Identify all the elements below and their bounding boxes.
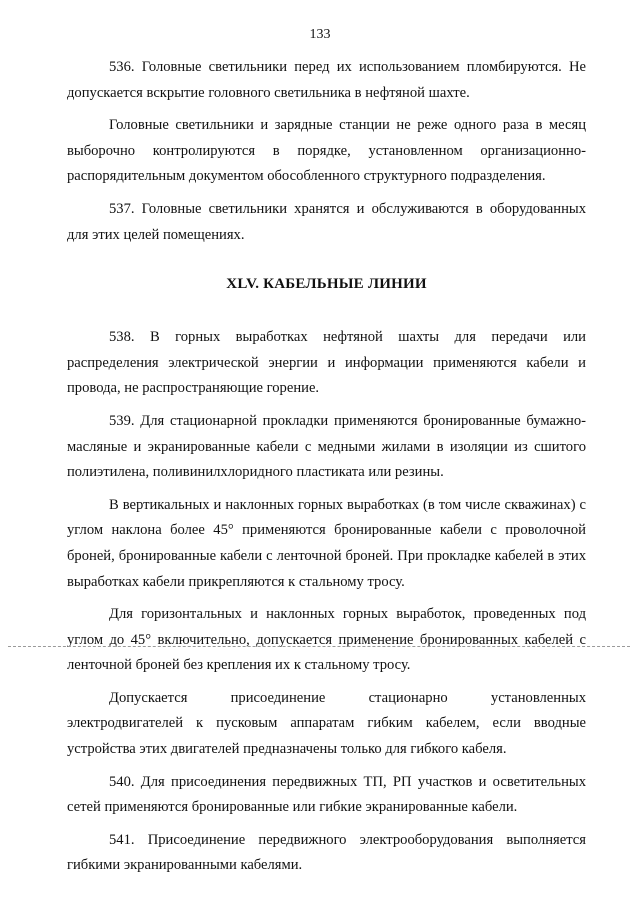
paragraph-541: 541. Присоединение передвижного электрооборудования выполняется гибкими экранированными кабелями. — [67, 831, 586, 874]
paragraph-vertical-workings: В вертикальных и наклонных горных выработках (в том числе скважинах) с углом наклона более 45° применяются бронированные кабели с проволочной броней, бронированные кабели с ленточной броней. При прокладке кабелей в этих выработках кабели прикрепляются к стальному тросу. — [67, 496, 586, 590]
paragraph-horizontal-workings: Для горизонтальных и наклонных горных выработок, проведенных под углом до 45° включительно, допускается применение бронированных кабелей с ленточной броней без крепления их к стальному тросу. — [67, 606, 586, 674]
section-heading: XLV. КАБЕЛЬНЫЕ ЛИНИИ — [226, 276, 427, 293]
paragraph-540: 540. Для присоединения передвижных ТП, РП участков и осветительных сетей применяются бронированные или гибкие экранированные кабели. — [67, 773, 586, 816]
paragraph-536: 536. Головные светильники перед их использованием пломбируются. Не допускается вскрытие головного светильника в нефтяной шахте. — [67, 59, 586, 101]
paragraph-motor-connection: Допускается присоединение стационарно установленных электродвигателей к пусковым аппаратам гибким кабелем, если вводные устройства этих двигателей предназначены только для гибкого кабеля. — [67, 689, 586, 758]
scan-artifact-line — [8, 646, 630, 647]
paragraph-lamps-control: Головные светильники и зарядные станции не реже одного раза в месяц выборочно контролируются в порядке, установленном организационно-распорядительным документом обособленного структурного подразделения. — [67, 117, 586, 185]
paragraph-537: 537. Головные светильники хранятся и обслуживаются в оборудованных для этих целей помещениях. — [67, 200, 586, 243]
page-number: 133 — [309, 27, 331, 42]
document-body — [67, 55, 586, 886]
paragraph-539: 539. Для стационарной прокладки применяются бронированные бумажно-масляные и экранированные кабели с медными жилами в изоляции из сшитого полиэтилена, поливинилхлоридного пластиката или резины. — [67, 412, 586, 481]
paragraph-538: 538. В горных выработках нефтяной шахты для передачи или распределения электрической энергии и информации применяются кабели и провода, не распространяющие горение. — [67, 329, 586, 397]
